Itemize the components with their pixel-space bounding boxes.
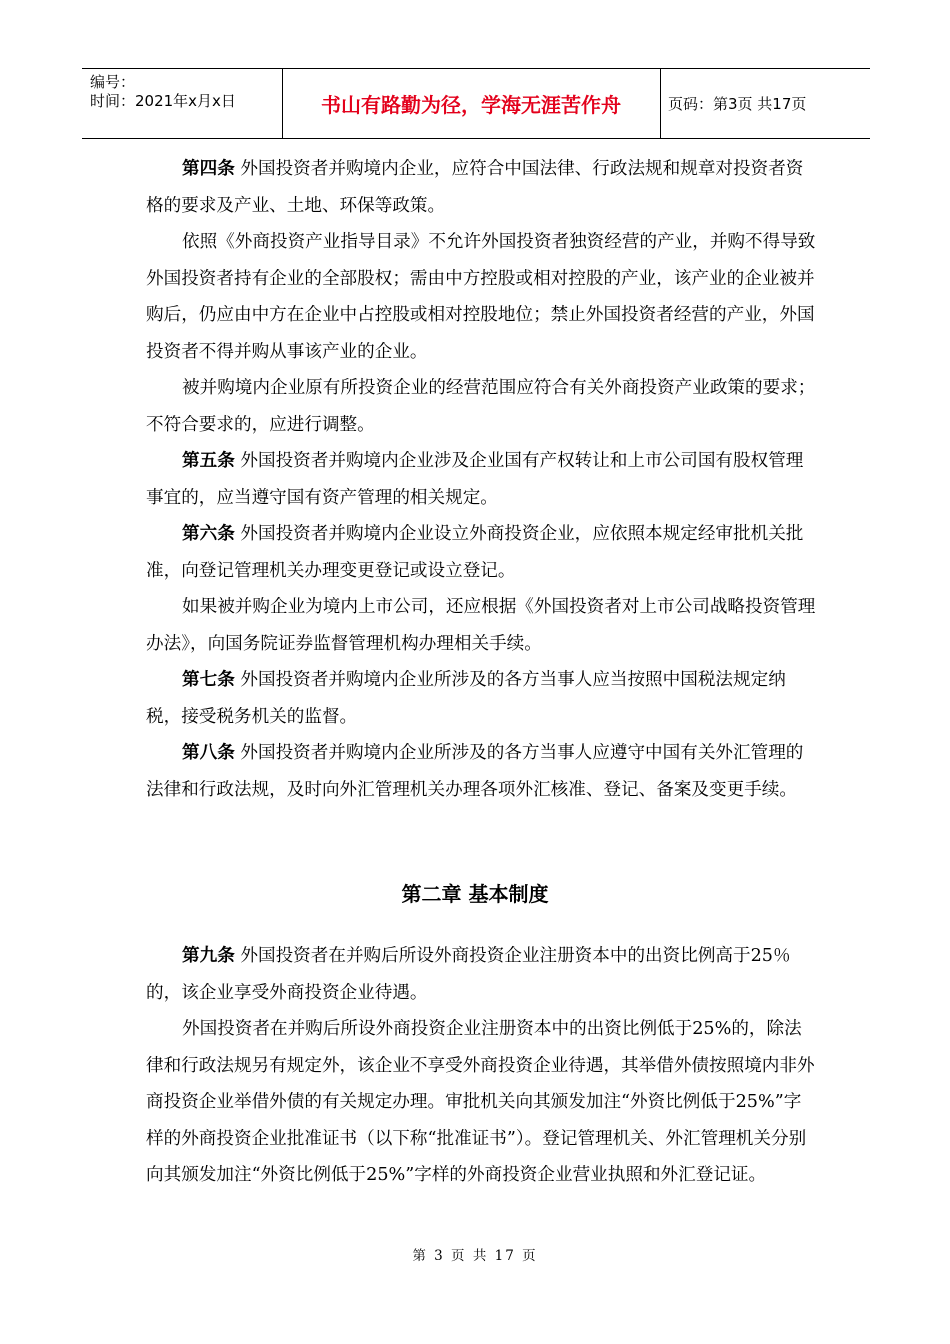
header-page-number: 页码：第3页 共17页	[668, 95, 807, 113]
article-number: 第九条	[182, 946, 235, 966]
paragraph-text: 被并购境内企业原有所投资企业的经营范围应符合有关外商投资产业政策的要求；不符合要求的，应进行调整。	[146, 378, 816, 435]
paragraph-text: 外国投资者并购境内企业所涉及的各方当事人应当按照中国税法规定纳税，接受税务机关的监督。	[146, 670, 786, 727]
paragraph-text: 依照《外商投资产业指导目录》不允许外国投资者独资经营的产业，并购不得导致外国投资者持有企业的全部股权；需由中方控股或相对控股的产业，该产业的企业被并购后，仍应由中方在企业中占控股或相对控股地位；禁止外国投资者经营的产业，外国投资者不得并购从事该产业的企业。	[146, 232, 816, 362]
paragraph-text: 外国投资者并购境内企业涉及企业国有产权转让和上市公司国有股权管理事宜的，应当遵守国有资产管理的相关规定。	[146, 451, 804, 508]
paragraph	[146, 151, 816, 224]
body-section-2	[146, 938, 816, 1194]
header-divider	[660, 69, 661, 138]
paragraph-text: 外国投资者并购境内企业所涉及的各方当事人应遵守中国有关外汇管理的法律和行政法规，及时向外汇管理机关办理各项外汇核准、登记、备案及变更手续。	[146, 743, 804, 800]
header-motto: 书山有路勤为径，学海无涯苦作舟	[321, 93, 621, 117]
paragraph-text: 外国投资者并购境内企业，应符合中国法律、行政法规和规章对投资者资格的要求及产业、土地、环保等政策。	[146, 159, 804, 216]
body-section-1	[146, 151, 816, 808]
paragraph	[146, 589, 816, 662]
paragraph	[146, 516, 816, 589]
article-number: 第七条	[182, 670, 235, 690]
document-date: 时间：2021年x月x日	[90, 92, 236, 110]
paragraph	[146, 1011, 816, 1194]
article-number: 第八条	[182, 743, 235, 763]
header-meta	[90, 73, 236, 111]
chapter-title: 第二章 基本制度	[401, 882, 549, 906]
paragraph	[146, 938, 816, 1011]
paragraph	[146, 370, 816, 443]
paragraph-text: 如果被并购企业为境内上市公司，还应根据《外国投资者对上市公司战略投资管理办法》，向国务院证券监督管理机构办理相关手续。	[146, 597, 816, 654]
paragraph	[146, 662, 816, 735]
article-number: 第六条	[182, 524, 235, 544]
article-number: 第四条	[182, 159, 235, 179]
page-header	[82, 68, 870, 139]
page-footer: 第 3 页 共 17 页	[412, 1248, 538, 1264]
paragraph	[146, 735, 816, 808]
paragraph	[146, 443, 816, 516]
paragraph	[146, 224, 816, 370]
article-number: 第五条	[182, 451, 235, 471]
paragraph-text: 外国投资者在并购后所设外商投资企业注册资本中的出资比例高于25％的，该企业享受外商投资企业待遇。	[146, 946, 791, 1003]
paragraph-text: 外国投资者并购境内企业设立外商投资企业，应依照本规定经审批机关批准，向登记管理机关办理变更登记或设立登记。	[146, 524, 804, 581]
document-number: 编号：	[90, 73, 136, 91]
paragraph-text: 外国投资者在并购后所设外商投资企业注册资本中的出资比例低于25%的，除法律和行政法规另有规定外，该企业不享受外商投资企业待遇，其举借外债按照境内非外商投资企业举借外债的有关规定办理。审批机关向其颁发加注“外资比例低于25%”字样的外商投资企业批准证书（以下称“批准证书”）。登记管理机关、外汇管理机关分别向其颁发加注“外资比例低于25%”字样的外商投资企业营业执照和外汇登记证。	[146, 1019, 815, 1185]
